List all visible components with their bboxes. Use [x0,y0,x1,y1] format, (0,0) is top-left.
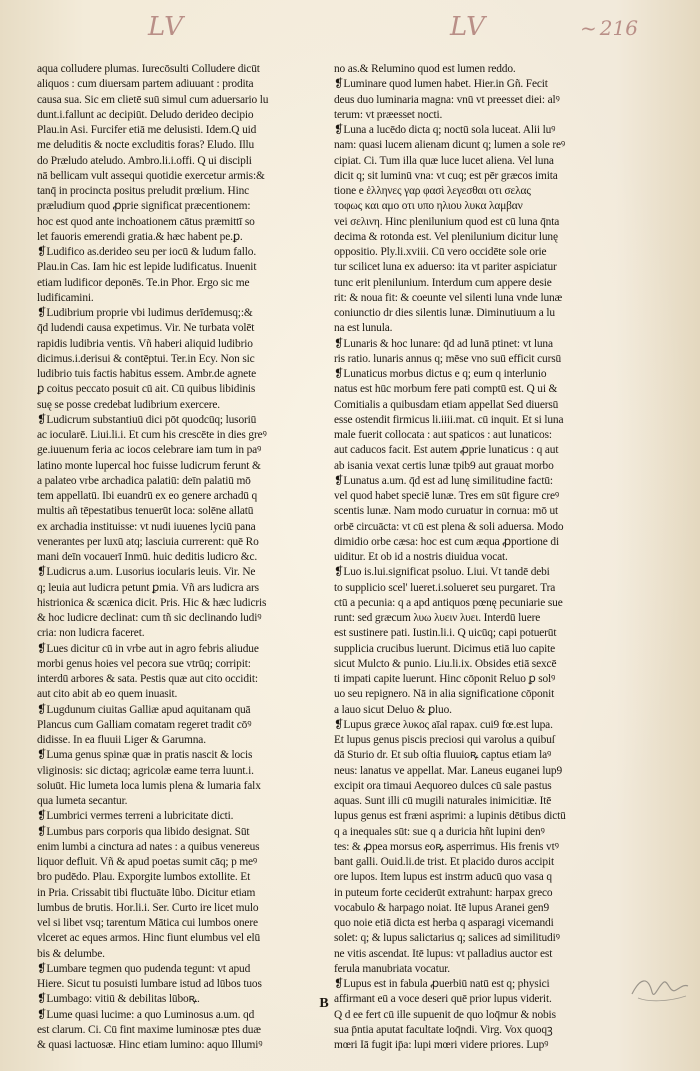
text-line: ❡Ludifico as.derideo seu per iocū & ludum fallo. [37,246,257,258]
text-line: & quasi lactuosæ. Hinc etiam lumino: aquo Illumiꝰ [37,1039,263,1051]
text-line: ❡Ludibrium proprie vbi ludimus derīdemusq;:& [37,307,253,319]
text-line: ❡Lunaris & hoc lunare: q̄d ad lunā ptinet: vt luna [334,337,553,350]
text-line: cipiat. Ci. Tum illa quæ luce lucet aliena. Vel luna [334,154,554,167]
text-line: aut caducos facit. Est autem ꝓprie lunaticus : q aut [334,444,559,457]
text-line: vel quod habet speciē lunæ. Tres em sūt figure creꝰ [334,490,560,502]
text-line: solet: q; & lupus salictarius q; salices ad similitudiꝰ [334,932,560,945]
text-line: deus duo luminaria magna: vnū vt preesset diei: alꝰ [334,93,560,106]
text-line: ❡Luminare quod lumen habet. Hier.in Gñ. Fecit [334,78,548,91]
text-line: tione e ἑλληνες γαρ φασὶ λεγεσθαι οτι σελας [334,185,531,197]
text-line: terum: vt præesset nocti. [334,108,443,121]
text-line: Q d ee fert cū ille supuenit de quo loq̄mur & nobis [334,1008,556,1021]
text-line: uiditur. Et ob id a nostris diuidua vocat. [334,551,508,563]
text-line: ore lupos. Item lupus est instrm aducū quo vasa q [334,871,552,884]
text-line: vel si libet vsq; tarentum Mātica cui lumbos onere [37,917,258,929]
text-line: ❡Lumbare tegmen quo pudenda tegunt: vt apud [37,962,251,975]
text-line: est sustinere pati. Iustin.li.i. Q uicūq; capi potuerūt [334,627,557,640]
text-line: venerantes per luxū atq; lasciuia currerent: quē Ro [37,535,259,548]
text-line: didisse. In ea fluuii Liger & Garumna. [37,734,206,746]
text-line: vlceret ac eques armos. Hinc fiunt elumbus vel elū [37,932,261,945]
text-line: do Præludo ateludo. Ambro.li.i.offi. Q ui discipli [37,154,252,167]
text-line: a palateo vrbe archadica palatiū: deīn palatiū mō [37,474,251,487]
text-line: ab isania vexat certis lunæ tpib9 aut grauat morbo [334,459,554,472]
text-line: to supplicio scel' lueret.i.solueret seu purgaret. Tra [334,581,556,594]
text-line: ❡Luo is.lui.significat psoluo. Liui. Vt tandē debi [334,566,550,579]
text-line: ge.iuuenum feria ac iocos celebrare iam tum in paꝰ [37,444,262,457]
text-line: dicimus.i.derisui & contēptui. Ter.in Ecy. Non sic [37,352,255,365]
text-line: in Pria. Crissabit tibi fluctuāte lūbo. Dicitur etiam [37,886,256,899]
text-line: ❡Lugdunum ciuitas Galliæ apud aquitanam quā [37,703,251,716]
text-line: causa sua. Sic em clietē suū simul cum aduersario lu [37,93,269,106]
text-line: quo noie etiā dicta est herba q asparagi vicemandi [334,917,554,929]
text-line: ❡Lumbus pars corporis qua libido designat. Sūt [37,825,250,838]
text-line: ❡Lumbago: vitiū & debilitas lūboꝶ. [37,993,200,1006]
left-column [37,62,318,1053]
text-line: liquor defluit. Vñ & apud poetas sumit cāq; p meꝰ [37,856,258,868]
text-line: coniunctio dr dies silentis lunæ. Diminutiuum a lu [334,307,555,319]
text-line: vocabulo & harpago noiat. Itē lupus Aranei gen9 [334,901,550,914]
text-line: tes: & ꝓpea morsus eoꝶ asperrimus. His frenis vtꝰ [334,840,559,853]
text-line: ❡Lupus græce λυκος aīal rapax. cui9 fœ.est lupa. [334,718,553,731]
text-line: dunt.i.fallunt ac decipiūt. Deludo derideo decipio [37,108,254,121]
text-line: runt: sed græcum λυω λυειν λυει. Interdū luere [334,612,541,624]
text-line: ludificamini. [37,291,94,304]
text-line: soluūt. Hic lumeta loca lumis plena & lumaria falx [37,779,261,792]
text-line: let fauoris emerendi gratia.& hæc habent pe.ꝑ. [37,230,243,243]
text-line: dā Sturio dr. Et sub oſtia fluuioꝶ captus etiam laꝰ [334,749,552,762]
text-line: orbē circuācta: vt cū est plena & soli aduersa. Modo [334,520,564,533]
text-line: decima & rotonda est. Vel plenilunium dicitur lunę [334,230,558,243]
text-line: mani deīn vocauerī Inmū. huic deditis ludicro &c. [37,551,258,563]
text-line: bant galli. Ouid.li.de trist. Et placido duros accipit [334,856,554,868]
text-line: Comitialis a quibusdam etiam appellat Sed diuersū [334,398,559,411]
text-line: q; leuia aut ludicra petunt ꝑmia. Vñ ars ludicra ars [37,581,259,594]
text-line: nam: quasi lucem alienam dicunt q; lumen a sole reꝰ [334,139,566,152]
text-line: sicut Mulcto & punio. Liu.li.ix. Obsides etiā sexcē [334,657,557,670]
text-line: aliquos : cum diuersam partem adiuuant : prodita [37,78,254,91]
text-line: morbi genus hoies vel pecora sue vtrūq; corripit: [37,657,251,670]
text-line: ❡Lume quasi lucime: a quo Luminosus a.um. qd [37,1008,255,1021]
text-line: ex archadia instituisse: vt nudi iuuenes lyciū pana [37,520,256,533]
text-line: ne vitis ascendat. Itē lupus: vt palladius auctor est [334,947,553,960]
text-line: cria: non ludicra faceret. [37,627,145,640]
text-line: rit: & noua fit: & coeunte vel silenti luna vnde lunæ [334,291,563,304]
text-line: dicit q; sit luminū vna: vt cuq; est pēr græcos imita [334,169,558,182]
text-line: aqua colludere plumas. Iurecōsulti Colludere dicūt [37,63,260,75]
text-line: est clarum. Ci. Cū fint maxime luminosæ ptes duæ [37,1023,261,1036]
text-line: aquas. Sunt illi cū mugili naturales inimicitiæ. Itē [334,795,552,807]
text-line: ludibrio tuis factis habitus essem. Ambr.de agnete [37,368,257,380]
folio-number-value: 216 [599,16,638,40]
text-line: ❡Lunatus a.um. q̄d est ad lunę similitudine factū: [334,474,553,487]
text-line: male fuerit collocata : aut spaticos : aut lunaticos: [334,429,552,441]
text-line: ris ratio. lunaris annus q; mēse vno suū efficit cursū [334,352,562,365]
text-line: tur scilicet luna ex aduerso: ita vt pariter aspiciatur [334,261,557,274]
text-line: no as.& Relumino quod est lumen reddo. [334,63,516,75]
text-line: rapidis ludibria ventis. Vñ haberi aliquid ludibrio [37,337,253,350]
text-line: ti impati capite luerunt. Hinc cōponit Reluo ꝑ solꝰ [334,673,556,685]
text-line: dimidio orbe cæsa: hoc est cum æqua ꝓportione di [334,535,559,548]
text-line: neus: lanatus ve appellat. Mar. Laneus euganei lup9 [334,764,562,777]
text-line: oppositio. Ply.li.xviii. Cū vero occidēte sole orie [334,246,547,258]
text-line: vliginosis: sic dictaq; agricolæ eame terra luunt.i. [37,764,254,777]
text-line: supplicia crucibus luerunt. Dicimus etiā luo capite [334,642,556,655]
text-line: tanq̄ in procincta positus preludit prœlium. Hinc [37,185,250,197]
text-line: Plau.in Cas. Iam hic est lepide ludificatus. Inuenit [37,261,257,274]
text-line: enim lumbi a cinctura ad nates : a quibus venereus [37,840,260,853]
text-line: ꝑ coitus peccato posuit cū ait. Cū quibus libidinis [37,383,256,396]
text-line: hoc est quod ante inchoationem cātus præmittī so [37,215,255,228]
text-line: latino monte lupercal hoc fuisse ludicrum ferunt & [37,459,261,472]
text-line: esse ostendit firmicus li.iiii.mat. cū inquit. Et si luna [334,413,564,426]
text-line: uo seu repignero. Nā in alia significatione cōponit [334,688,555,701]
text-line: lupus genus est fræni asprimi: a lupinis dētibus dictū [334,810,566,823]
text-line: in puteum forte ceciderūt extrahunt: harpax greco [334,886,553,899]
text-line: bro pudēdo. Plau. Exporgite lumbos extollite. Et [37,871,251,884]
text-line: ferula manubriata vocatur. [334,962,450,975]
text-line: Hiere. Sicut tu posuisti lumbare istud ad lūbos tuos [37,978,262,990]
text-line: a lauo sicut Deluo & ꝑluo. [334,703,452,716]
folio-number: ~ 216 [580,16,638,40]
text-line: nā bellicam vult assequi quotidie exercetur armis:& [37,169,265,182]
handwritten-marginalia [628,968,690,1008]
text-line: natus est hūc morbum fere pati comptū est. Q ui & [334,383,558,396]
text-line: præludium quod ꝓprie significat præcentionem: [37,200,251,213]
text-line: etiam ludificor deponēs. Te.in Phor. Ergo sic me [37,276,250,289]
text-line: excipit ora timaui Aequoreo dulces cū sale pastus [334,779,552,792]
text-line: aut cito abit ab eo quem inuasit. [37,688,178,701]
text-line: τοφως και αμο οτι υπο ηλιου λυκα λαμβαν [334,200,523,213]
text-line: sua p̄ntia aputat facultate loq̄ndi. Virg. Vox quoqꝫ [334,1023,553,1036]
text-line: & hoc ludicre declinat: cum tñ sic declinando ludiꝰ [37,612,262,624]
text-line: tunc erit plenilunium. Interdum cum appere desie [334,276,552,289]
signature-mark: B [319,996,329,1011]
text-line: ❡Luma genus spinæ quæ in pratis nascit & locis [37,749,253,762]
text-line: suę se posse credebat ludibrium exercere. [37,398,220,411]
text-line: mœri Iā fugit ip̄a: lupi mœri videre priores. Lupꝰ [334,1039,549,1051]
text-line: q a inequales sūt: sue q a duricia hñt lupini denꝰ [334,825,545,838]
text-line: ❡Lumbrici vermes terreni a lubricitate dicti. [37,810,234,823]
text-line: ❡Ludicrus a.um. Lusorius iocularis leuis. Vir. Ne [37,566,256,579]
text-line: Plancus cum Galliam comatam regeret tradit cōꝰ [37,718,252,731]
text-line: ❡Lunaticus morbus dictus e q; eum q interlunio [334,368,547,380]
folio-header-right: LV [450,12,487,42]
text-line: Et lupus genus piscis preciosi qui varolus a quibuſ [334,734,555,746]
text-line: ctū a pecunia: q a apd antiquos pœnę pecuniarie sue [334,596,563,609]
text-line: me deluditis & nocte excluditis foras? Eludo. Illu [37,139,255,152]
text-line: na est lunula. [334,322,393,335]
folio-header-left: LV [148,12,185,42]
right-column [334,62,624,1053]
text-line: histrionica & scænica dicit. Pris. Hic & hæc ludicris [37,596,267,609]
text-line: q̄d ludendi causa expetimus. Vir. Ne turbata volēt [37,322,255,335]
text-line: ❡Luna a lucēdo dicta q; noctū sola luceat. Alii luꝰ [334,124,556,136]
text-line: qua lumeta secantur. [37,795,128,807]
text-line: interdū arbores & sata. Pestis quæ aut cito occidit: [37,673,258,685]
text-line: ac iocularē. Liui.li.i. Et cum his crescēte in dies greꝰ [37,429,267,441]
text-line: multis añ tēpestatibus tenuerūt loca: solēne allatū [37,505,254,518]
text-line: bis & delumbe. [37,947,105,960]
text-line: ❡Ludicrum substantiuū dici pōt quodcūq; lusoriū [37,413,257,426]
text-line: vei σελινη. Hinc plenilunium quod est cū luna q̄nta [334,215,560,228]
text-line: tem appellatū. Ibi euandrū ex eo genere archadū q [37,490,258,502]
text-line: ❡Lupus est in fabula ꝓuerbiū natū est q; physici [334,978,550,990]
text-line: scentis lunæ. Nam modo curuatur in cornua: mō ut [334,505,559,518]
text-line: lumbus de brutis. Hor.li.i. Ser. Curto ire licet mulo [37,901,259,914]
text-line: Plau.in Asi. Furcifer etiā me delusisti. Idem.Q uid [37,124,257,136]
text-line: ❡Lues dicitur cū in vrbe aut in agro febris aliudue [37,642,259,655]
text-line: affirmant eū a voce deseri quē prior lupus viderit. [334,993,552,1006]
